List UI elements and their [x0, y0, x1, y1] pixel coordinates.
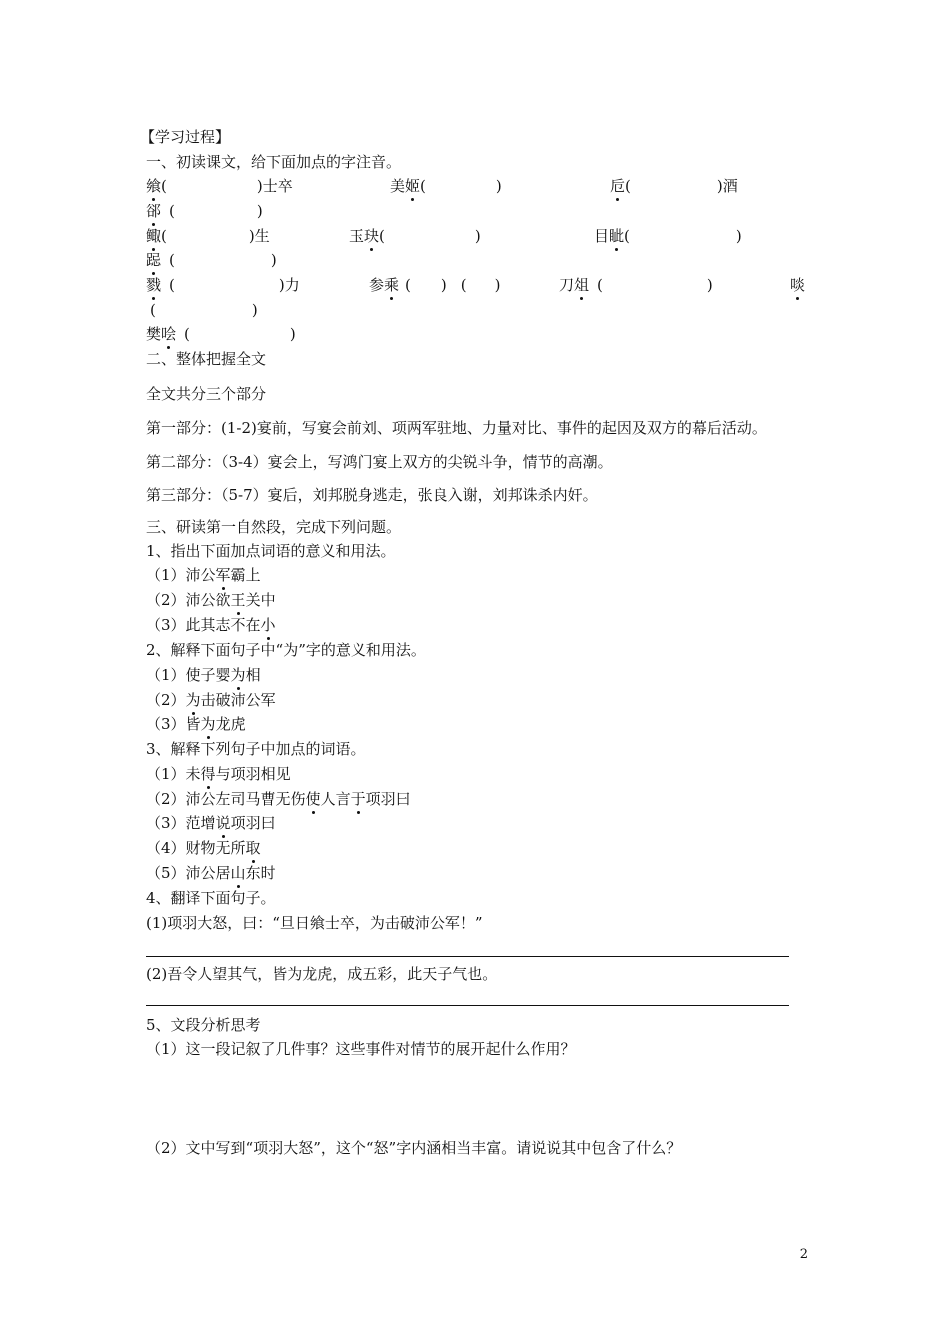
question-3-title: 3、解释下列句子中加点的词语。 [146, 740, 366, 758]
target-char: 鲰 [146, 227, 162, 245]
pinyin-item: 卮( )酒 [610, 177, 738, 195]
pinyin-item: 刀俎 ( ) [559, 276, 713, 294]
question-4-title: 4、翻译下面句子。 [146, 889, 276, 907]
pinyin-row-6: ( ) [150, 301, 258, 319]
question-2-item-1: （1）使子婴为相 [146, 666, 261, 684]
pinyin-item: 参乘 ( ) ( ) [369, 276, 501, 294]
target-char: 俎 [574, 276, 590, 294]
question-2-item-3: （3）皆为龙虎 [146, 715, 246, 733]
pinyin-item [790, 275, 805, 295]
question-1-item-1: （1）沛公军霸上 [146, 566, 261, 584]
page-number: 2 [799, 1247, 808, 1262]
answer-line-2[interactable] [146, 1005, 789, 1006]
target-char: 乘 [384, 276, 400, 294]
question-3-item-2: （2）沛公左司马曹无伤使人言于项羽曰 [146, 790, 411, 808]
pinyin-item: 玉玦( ) [349, 227, 481, 245]
target-char: 郤 [146, 202, 162, 220]
target-char: 啖 [790, 276, 806, 294]
section-heading: 【学习过程】 [140, 128, 231, 146]
part2-section-2: 第二部分：（3-4）宴会上，写鸿门宴上双方的尖锐斗争，情节的高潮。 [146, 453, 613, 471]
pinyin-item: 目眦( ) [594, 227, 742, 245]
question-1-title: 1、指出下面加点词语的意义和用法。 [146, 542, 396, 560]
target-char: 卮 [610, 177, 626, 195]
question-5-title: 5、文段分析思考 [146, 1016, 261, 1034]
part1-title: 一、初读课文，给下面加点的字注音。 [146, 153, 402, 171]
target-char: 跽 [146, 251, 162, 269]
pinyin-row-5: 戮 ( )力 [146, 276, 300, 294]
pinyin-row-7: 樊哙 ( ) [146, 325, 296, 343]
part3-title: 三、研读第一自然段，完成下列问题。 [146, 518, 402, 536]
pinyin-row-4: 跽 ( ) [146, 251, 277, 269]
part2-section-1: 第一部分：(1-2)宴前，写宴会前刘、项两军驻地、力量对比、事件的起因及双方的幕后活动。 [146, 419, 767, 437]
question-1-item-3: （3）此其志不在小 [146, 616, 276, 634]
answer-line-1[interactable] [146, 956, 789, 957]
part2-intro: 全文共分三个部分 [146, 385, 267, 403]
analysis-question-1: （1）这一段记叙了几件事？这些事件对情节的展开起什么作用？ [146, 1040, 576, 1058]
part2-section-3: 第三部分：（5-7）宴后，刘邦脱身逃走，张良入谢，刘邦诛杀内奸。 [146, 486, 598, 504]
question-3-item-3: （3）范增说项羽曰 [146, 814, 276, 832]
pinyin-row-2: 郤 ( ) [146, 202, 263, 220]
part2-title: 二、整体把握全文 [146, 350, 267, 368]
target-char: 姬 [405, 177, 421, 195]
question-2-item-2: （2）为击破沛公军 [146, 691, 276, 709]
target-char: 眦 [609, 227, 625, 245]
question-2-title: 2、解释下面句子中“为”字的意义和用法。 [146, 641, 426, 659]
target-char: 飨 [146, 177, 162, 195]
question-1-item-2: （2）沛公欲王关中 [146, 591, 276, 609]
target-char: 玦 [364, 227, 380, 245]
pinyin-row-1: 飨( )士卒 [146, 177, 293, 195]
analysis-question-2: （2）文中写到“项羽大怒”，这个“怒”字内涵相当丰富。请说说其中包含了什么？ [146, 1139, 682, 1157]
target-char: 戮 [146, 276, 162, 294]
target-char: 哙 [161, 325, 177, 343]
pinyin-row-3: 鲰( )生 [146, 227, 270, 245]
question-3-item-4: （4）财物无所取 [146, 839, 261, 857]
question-3-item-5: （5）沛公居山东时 [146, 864, 276, 882]
translate-sentence-2: (2)吾令人望其气，皆为龙虎，成五彩，此天子气也。 [146, 965, 498, 983]
translate-sentence-1: (1)项羽大怒，曰：“旦日飨士卒，为击破沛公军！” [146, 914, 483, 932]
question-3-item-1: （1）未得与项羽相见 [146, 765, 291, 783]
pinyin-item: 美姬( ) [390, 177, 502, 195]
